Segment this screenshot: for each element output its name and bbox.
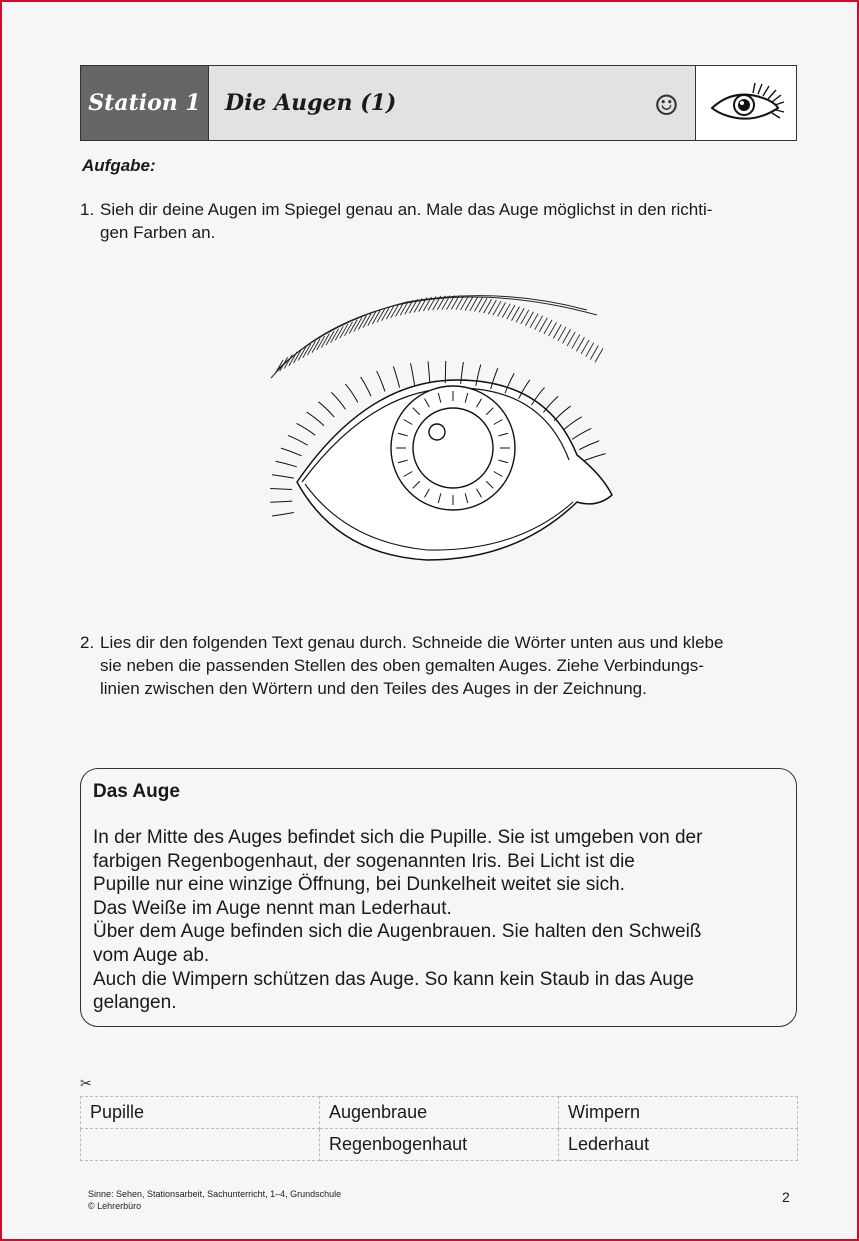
task-2-line: linien zwischen den Wörtern und den Teiles des Auges in der Zeichnung. bbox=[100, 679, 647, 698]
footer-line: Sinne: Sehen, Stationsarbeit, Sachunterricht, 1–4, Grundschule bbox=[88, 1189, 342, 1199]
table-row bbox=[81, 1129, 798, 1161]
word-card[interactable]: Augenbraue bbox=[320, 1097, 559, 1129]
station-label: Station 1 bbox=[81, 66, 209, 140]
cut-out-words-table bbox=[80, 1096, 798, 1161]
pupil-highlight bbox=[429, 424, 445, 440]
footer-line: © Lehrerbüro bbox=[88, 1201, 142, 1211]
scissors-icon: ✂ bbox=[80, 1075, 92, 1091]
info-line: farbigen Regenbogenhaut, der sogenannten Iris. Bei Licht ist die bbox=[93, 850, 635, 872]
smiley-icon: ☺ bbox=[653, 89, 679, 122]
info-line: Auch die Wimpern schützen das Auge. So kann kein Staub in das Auge bbox=[93, 968, 694, 990]
info-line: Über dem Auge befinden sich die Augenbrauen. Sie halten den Schweiß bbox=[93, 921, 702, 943]
word-card[interactable]: Wimpern bbox=[559, 1097, 798, 1129]
task-1 bbox=[80, 198, 792, 244]
table-row bbox=[81, 1097, 798, 1129]
aufgabe-label: Aufgabe: bbox=[82, 156, 156, 175]
info-line: gelangen. bbox=[93, 992, 177, 1014]
word-card[interactable]: Regenbogenhaut bbox=[320, 1129, 559, 1161]
info-box bbox=[80, 768, 797, 1027]
page-title bbox=[209, 66, 696, 140]
task-1-number: 1. bbox=[80, 200, 95, 219]
info-line: vom Auge ab. bbox=[93, 944, 210, 966]
task-2-number: 2. bbox=[80, 633, 95, 652]
task-2 bbox=[80, 631, 792, 700]
task-2-line: Lies dir den folgenden Text genau durch. Schneide die Wörter unten aus und klebe bbox=[100, 633, 724, 652]
info-line: In der Mitte des Auges befindet sich die Pupille. Sie ist umgeben von der bbox=[93, 827, 703, 848]
eye-logo-icon bbox=[696, 66, 796, 140]
station-header bbox=[80, 65, 797, 141]
word-card[interactable]: Lederhaut bbox=[559, 1129, 798, 1161]
task-1-line: Sieh dir deine Augen im Spiegel genau an. Male das Auge möglichst in den richti- bbox=[100, 200, 713, 219]
info-line: Pupille nur eine winzige Öffnung, bei Dunkelheit weitet sie sich. bbox=[93, 874, 625, 896]
footer-credits bbox=[88, 1188, 341, 1212]
info-line: Das Weiße im Auge nennt man Lederhaut. bbox=[93, 897, 452, 919]
eye-drawing bbox=[257, 270, 627, 575]
info-heading: Das Auge bbox=[93, 781, 180, 802]
title-text: Die Augen (1) bbox=[225, 90, 397, 116]
task-1-line: gen Farben an. bbox=[100, 223, 216, 242]
word-card[interactable]: Pupille bbox=[81, 1097, 320, 1129]
task-2-line: sie neben die passenden Stellen des oben gemalten Auges. Ziehe Verbindungs- bbox=[100, 656, 704, 675]
word-card-empty bbox=[81, 1129, 320, 1161]
page-number: 2 bbox=[782, 1189, 790, 1205]
pupil bbox=[413, 408, 493, 488]
